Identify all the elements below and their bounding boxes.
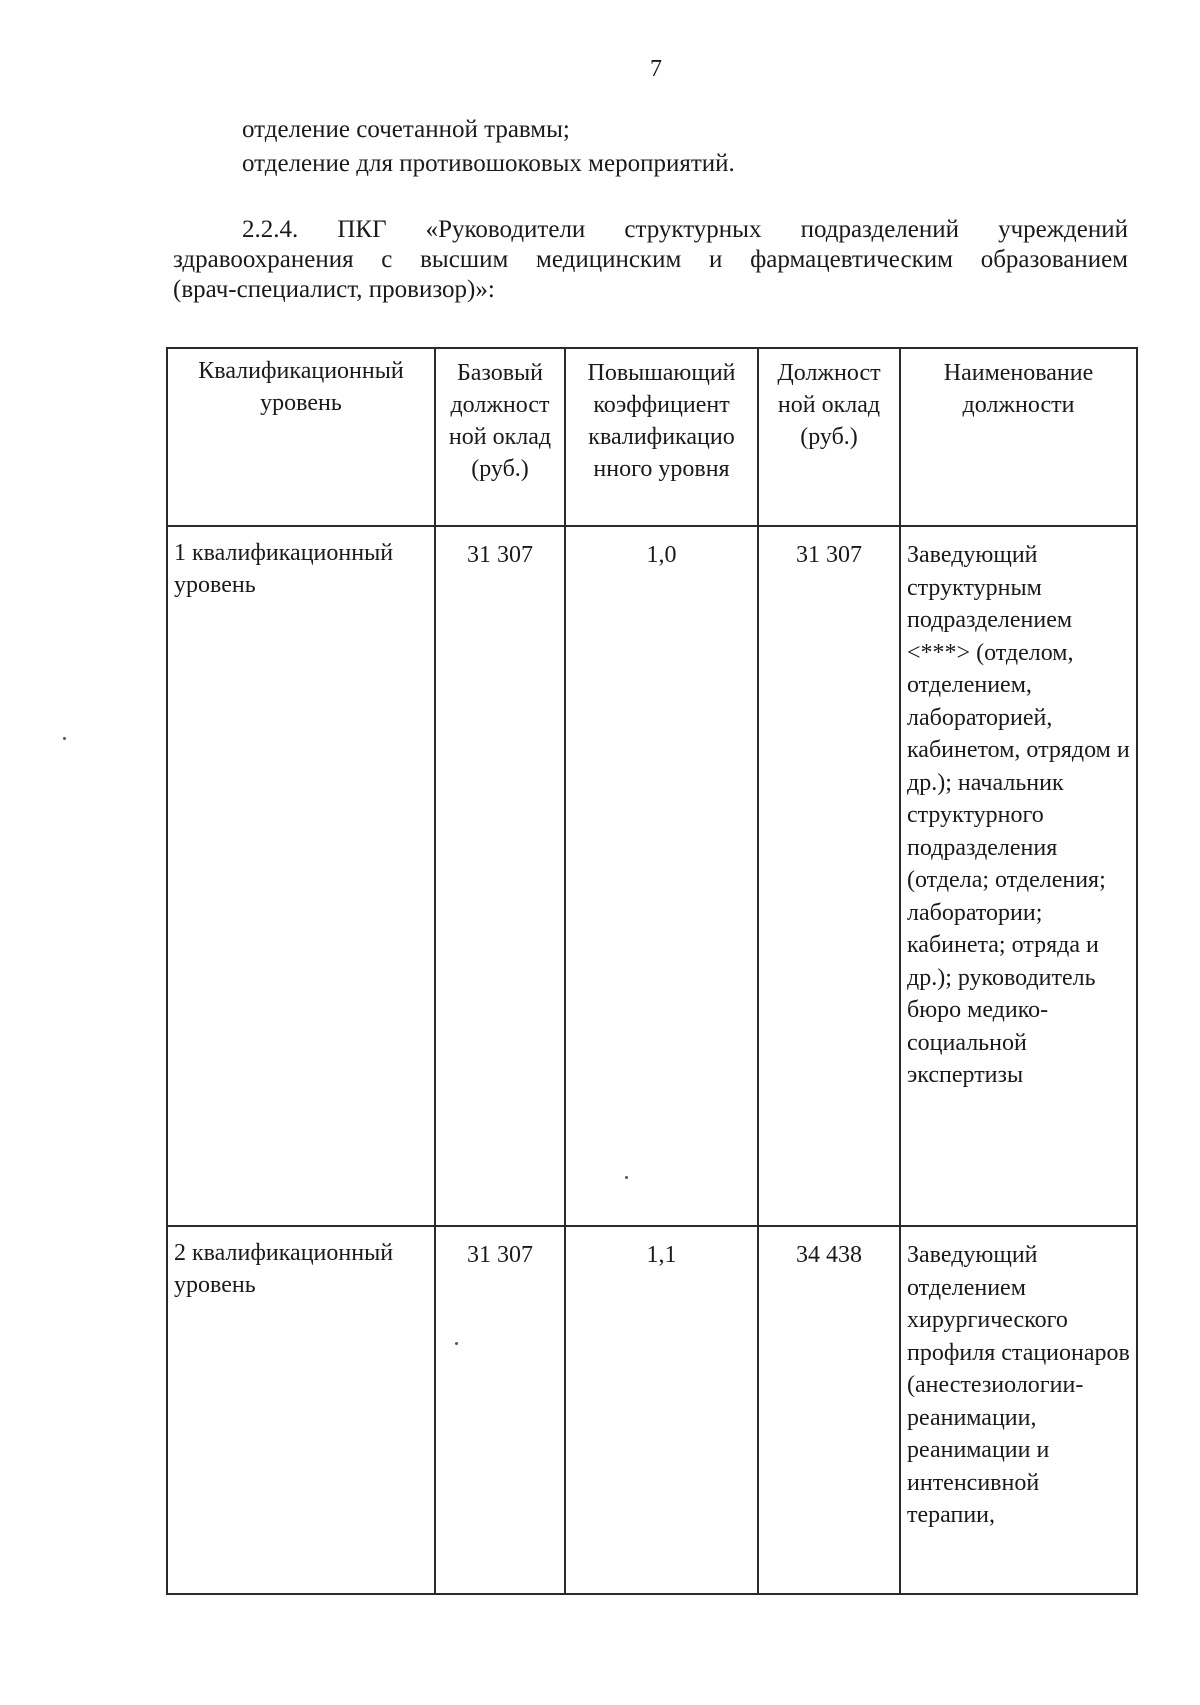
cell-base-salary: 31 307 (435, 526, 565, 1226)
table-row (167, 526, 1137, 1226)
section-line: (врач-специалист, провизор)»: (173, 276, 495, 303)
page-number: 7 (650, 56, 662, 82)
header-level: Квалификационный уровень (167, 348, 435, 526)
cell-level: 2 квалификационный уровень (167, 1226, 435, 1594)
scan-speck (455, 1342, 458, 1345)
cell-position: Заведующий структурным подразделением <***> (отделом, отделением, лабораторией, кабинетом, отрядом и др.); начальник структурного подразделения (отдела; отделения; лаборатории; кабинета; отряда и др.); руководитель бюро медико-социальной экспертизы (900, 526, 1137, 1226)
table-header-row (167, 348, 1137, 526)
table-row (167, 1226, 1137, 1594)
cell-salary: 34 438 (758, 1226, 900, 1594)
scan-speck (625, 1176, 628, 1179)
scan-speck (63, 737, 66, 740)
header-position: Наименование должности (900, 348, 1137, 526)
cell-coefficient: 1,1 (565, 1226, 758, 1594)
cell-coefficient: 1,0 (565, 526, 758, 1226)
cell-level: 1 квалификационный уровень (167, 526, 435, 1226)
intro-line: отделение сочетанной травмы; (242, 116, 570, 143)
section-line: здравоохранения с высшим медицинским и фармацевтическим образованием (173, 246, 1128, 273)
header-coefficient: Повышающий коэффициент квалификацио нного уровня (565, 348, 758, 526)
header-base-salary: Базовый должност ной оклад (руб.) (435, 348, 565, 526)
cell-base-salary: 31 307 (435, 1226, 565, 1594)
section-heading (173, 215, 1128, 305)
cell-position: Заведующий отделением хирургического профиля стационаров (анестезиологии-реанимации, реанимации и интенсивной терапии, (900, 1226, 1137, 1594)
salary-table (166, 347, 1138, 1595)
intro-line: отделение для противошоковых мероприятий. (242, 150, 735, 177)
section-line: 2.2.4. ПКГ «Руководители структурных подразделений учреждений (242, 216, 1128, 243)
cell-salary: 31 307 (758, 526, 900, 1226)
header-salary: Должност ной оклад (руб.) (758, 348, 900, 526)
